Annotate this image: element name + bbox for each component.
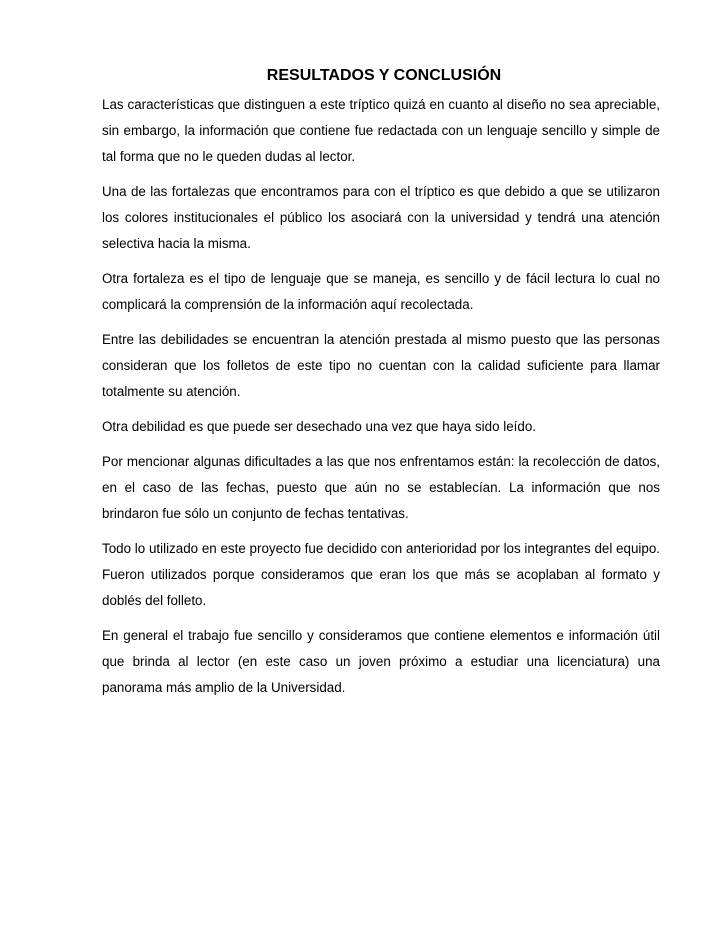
paragraph-strength-language: Otra fortaleza es el tipo de lenguaje que se maneja, es sencillo y de fácil lectura lo cual no complicará la comprensión de la información aquí recolectada. [102, 271, 660, 312]
paragraph-difficulties: Por mencionar algunas dificultades a las que nos enfrentamos están: la recolección de datos, en el caso de las fechas, puesto que aún no se establecían. La información que nos brindaron fue sólo un conjunto de fechas tentativas. [102, 454, 660, 521]
paragraph-project-decisions: Todo lo utilizado en este proyecto fue decidido con anterioridad por los integrantes del equipo. Fueron utilizados porque consideramos que eran los que más se acoplaban al formato y doblés del folleto. [102, 541, 660, 608]
paragraph-intro: Las características que distinguen a este tríptico quizá en cuanto al diseño no sea apreciable, sin embargo, la información que contiene fue redactada con un lenguaje sencillo y simple de tal forma que no le queden dudas al lector. [102, 97, 660, 164]
document-page [102, 66, 660, 710]
page-title: RESULTADOS Y CONCLUSIÓN [266, 67, 502, 84]
paragraph-weakness-attention: Entre las debilidades se encuentran la atención prestada al mismo puesto que las personas consideran que los folletos de este tipo no cuentan con la calidad suficiente para llamar totalmente su atención. [102, 332, 660, 399]
paragraph-strength-colors: Una de las fortalezas que encontramos para con el tríptico es que debido a que se utilizaron los colores institucionales el público los asociará con la universidad y tendrá una atención selectiva hacia la misma. [102, 184, 660, 251]
paragraph-conclusion: En general el trabajo fue sencillo y consideramos que contiene elementos e información útil que brinda al lector (en este caso un joven próximo a estudiar una licenciatura) una panorama más amplio de la Universidad. [102, 628, 660, 695]
paragraph-weakness-discard: Otra debilidad es que puede ser desechado una vez que haya sido leído. [102, 419, 537, 434]
